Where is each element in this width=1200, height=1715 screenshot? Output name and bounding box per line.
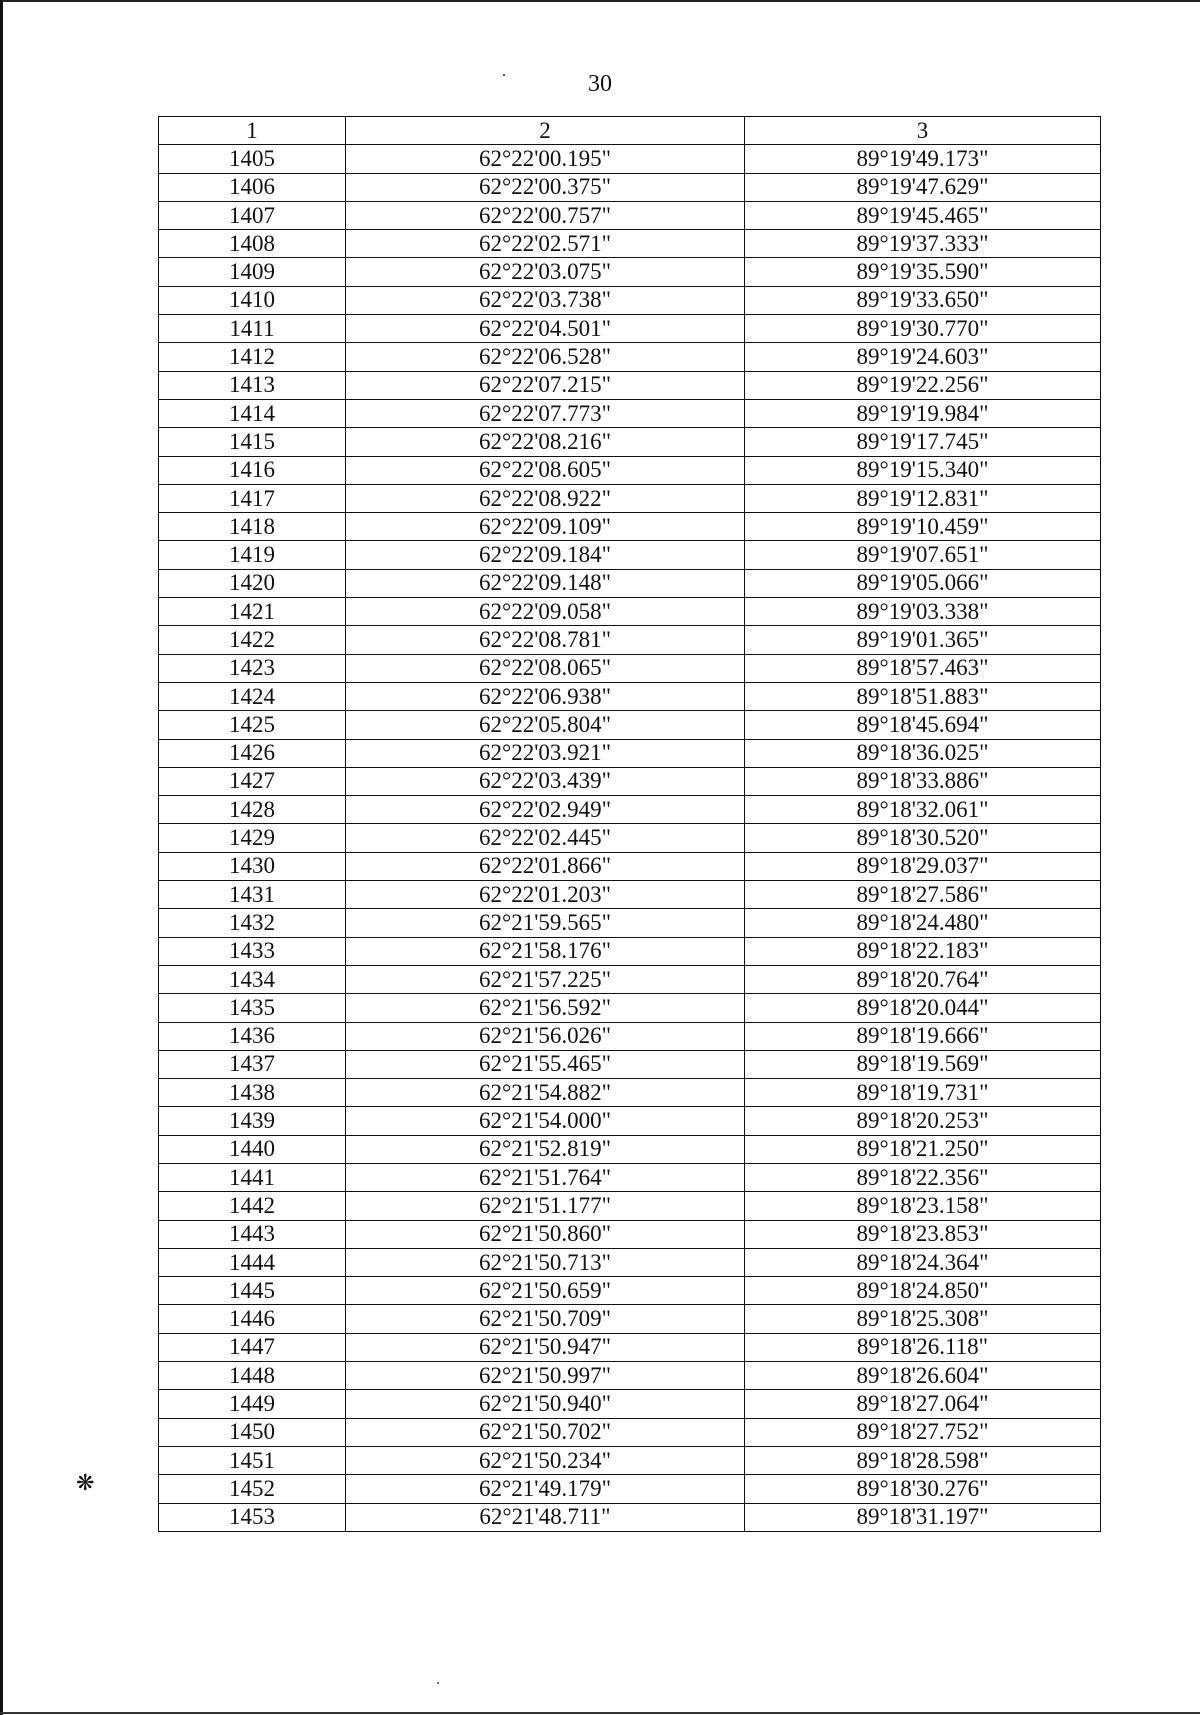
table-row: [159, 1022, 1101, 1050]
table-header-row: [159, 117, 1101, 145]
point-number-cell: 1416: [159, 456, 346, 484]
latitude-cell: 62°22'03.738": [346, 286, 745, 314]
point-number-cell: 1421: [159, 598, 346, 626]
point-number-cell: 1427: [159, 767, 346, 795]
longitude-cell: 89°19'15.340": [745, 456, 1101, 484]
longitude-cell: 89°18'57.463": [745, 654, 1101, 682]
table-row: [159, 994, 1101, 1022]
point-number-cell: 1423: [159, 654, 346, 682]
longitude-cell: 89°19'10.459": [745, 513, 1101, 541]
longitude-cell: 89°19'45.465": [745, 201, 1101, 229]
longitude-cell: 89°19'05.066": [745, 569, 1101, 597]
longitude-cell: 89°18'33.886": [745, 767, 1101, 795]
point-number-cell: 1437: [159, 1050, 346, 1078]
point-number-cell: 1447: [159, 1333, 346, 1361]
longitude-cell: 89°18'32.061": [745, 796, 1101, 824]
latitude-cell: 62°21'50.709": [346, 1305, 745, 1333]
latitude-cell: 62°22'09.058": [346, 598, 745, 626]
latitude-cell: 62°21'50.659": [346, 1277, 745, 1305]
table-row: [159, 201, 1101, 229]
table-row: [159, 654, 1101, 682]
latitude-cell: 62°22'03.075": [346, 258, 745, 286]
point-number-cell: 1435: [159, 994, 346, 1022]
point-number-cell: 1409: [159, 258, 346, 286]
table-row: [159, 767, 1101, 795]
latitude-cell: 62°21'50.702": [346, 1418, 745, 1446]
latitude-cell: 62°21'56.592": [346, 994, 745, 1022]
longitude-cell: 89°19'07.651": [745, 541, 1101, 569]
latitude-cell: 62°21'51.764": [346, 1163, 745, 1191]
table-row: [159, 1390, 1101, 1418]
latitude-cell: 62°22'00.195": [346, 145, 745, 173]
longitude-cell: 89°18'29.037": [745, 852, 1101, 880]
longitude-cell: 89°18'31.197": [745, 1503, 1101, 1531]
point-number-cell: 1432: [159, 909, 346, 937]
longitude-cell: 89°18'30.520": [745, 824, 1101, 852]
latitude-cell: 62°22'09.109": [346, 513, 745, 541]
longitude-cell: 89°18'20.253": [745, 1107, 1101, 1135]
point-number-cell: 1433: [159, 937, 346, 965]
table-row: [159, 909, 1101, 937]
scan-speck: [437, 1682, 439, 1684]
latitude-cell: 62°22'03.439": [346, 767, 745, 795]
table-row: [159, 1192, 1101, 1220]
point-number-cell: 1419: [159, 541, 346, 569]
latitude-cell: 62°22'09.148": [346, 569, 745, 597]
longitude-cell: 89°19'35.590": [745, 258, 1101, 286]
point-number-cell: 1450: [159, 1418, 346, 1446]
point-number-cell: 1426: [159, 739, 346, 767]
longitude-cell: 89°18'20.764": [745, 965, 1101, 993]
table-row: [159, 569, 1101, 597]
scan-edge-top: [0, 0, 1200, 2]
point-number-cell: 1420: [159, 569, 346, 597]
latitude-cell: 62°21'50.947": [346, 1333, 745, 1361]
table-row: [159, 1220, 1101, 1248]
longitude-cell: 89°18'21.250": [745, 1135, 1101, 1163]
longitude-cell: 89°18'27.586": [745, 881, 1101, 909]
latitude-cell: 62°21'50.713": [346, 1248, 745, 1276]
table-row: [159, 1163, 1101, 1191]
point-number-cell: 1434: [159, 965, 346, 993]
latitude-cell: 62°21'58.176": [346, 937, 745, 965]
point-number-cell: 1412: [159, 343, 346, 371]
latitude-cell: 62°21'50.997": [346, 1362, 745, 1390]
table-row: [159, 173, 1101, 201]
page-number: 30: [588, 71, 612, 97]
point-number-cell: 1425: [159, 711, 346, 739]
table-row: [159, 626, 1101, 654]
column-header-3: 3: [745, 117, 1101, 145]
latitude-cell: 62°21'50.860": [346, 1220, 745, 1248]
longitude-cell: 89°18'36.025": [745, 739, 1101, 767]
coordinates-table: [158, 116, 1101, 1532]
latitude-cell: 62°22'08.922": [346, 484, 745, 512]
longitude-cell: 89°18'20.044": [745, 994, 1101, 1022]
table-row: [159, 598, 1101, 626]
longitude-cell: 89°19'22.256": [745, 371, 1101, 399]
table-row: [159, 852, 1101, 880]
point-number-cell: 1424: [159, 682, 346, 710]
table-row: [159, 1050, 1101, 1078]
latitude-cell: 62°21'54.882": [346, 1079, 745, 1107]
table-row: [159, 824, 1101, 852]
column-header-2: 2: [346, 117, 745, 145]
latitude-cell: 62°22'09.184": [346, 541, 745, 569]
latitude-cell: 62°22'07.215": [346, 371, 745, 399]
point-number-cell: 1452: [159, 1475, 346, 1503]
longitude-cell: 89°19'24.603": [745, 343, 1101, 371]
point-number-cell: 1431: [159, 881, 346, 909]
latitude-cell: 62°22'06.938": [346, 682, 745, 710]
point-number-cell: 1449: [159, 1390, 346, 1418]
ink-blot-mark: ❋: [76, 1470, 95, 1495]
point-number-cell: 1448: [159, 1362, 346, 1390]
table-row: [159, 1107, 1101, 1135]
longitude-cell: 89°18'27.064": [745, 1390, 1101, 1418]
longitude-cell: 89°18'23.853": [745, 1220, 1101, 1248]
point-number-cell: 1439: [159, 1107, 346, 1135]
longitude-cell: 89°19'37.333": [745, 230, 1101, 258]
table-row: [159, 343, 1101, 371]
table-row: [159, 456, 1101, 484]
longitude-cell: 89°19'17.745": [745, 428, 1101, 456]
longitude-cell: 89°19'49.173": [745, 145, 1101, 173]
table-row: [159, 1277, 1101, 1305]
longitude-cell: 89°18'19.731": [745, 1079, 1101, 1107]
table-row: [159, 286, 1101, 314]
point-number-cell: 1407: [159, 201, 346, 229]
table-row: [159, 1135, 1101, 1163]
table-row: [159, 1333, 1101, 1361]
latitude-cell: 62°21'54.000": [346, 1107, 745, 1135]
latitude-cell: 62°21'49.179": [346, 1475, 745, 1503]
longitude-cell: 89°19'19.984": [745, 399, 1101, 427]
latitude-cell: 62°22'05.804": [346, 711, 745, 739]
table-row: [159, 484, 1101, 512]
latitude-cell: 62°21'48.711": [346, 1503, 745, 1531]
table-row: [159, 230, 1101, 258]
point-number-cell: 1422: [159, 626, 346, 654]
point-number-cell: 1438: [159, 1079, 346, 1107]
table-row: [159, 881, 1101, 909]
table-row: [159, 682, 1101, 710]
latitude-cell: 62°22'06.528": [346, 343, 745, 371]
latitude-cell: 62°21'56.026": [346, 1022, 745, 1050]
scan-edge-bottom: [0, 1712, 1200, 1714]
latitude-cell: 62°22'08.781": [346, 626, 745, 654]
table-row: [159, 1305, 1101, 1333]
table-row: [159, 796, 1101, 824]
longitude-cell: 89°19'03.338": [745, 598, 1101, 626]
latitude-cell: 62°22'02.571": [346, 230, 745, 258]
longitude-cell: 89°18'22.183": [745, 937, 1101, 965]
point-number-cell: 1414: [159, 399, 346, 427]
latitude-cell: 62°22'08.065": [346, 654, 745, 682]
column-header-1: 1: [159, 117, 346, 145]
table-row: [159, 1079, 1101, 1107]
longitude-cell: 89°18'19.666": [745, 1022, 1101, 1050]
point-number-cell: 1415: [159, 428, 346, 456]
point-number-cell: 1413: [159, 371, 346, 399]
point-number-cell: 1406: [159, 173, 346, 201]
point-number-cell: 1418: [159, 513, 346, 541]
longitude-cell: 89°18'24.850": [745, 1277, 1101, 1305]
latitude-cell: 62°22'08.605": [346, 456, 745, 484]
latitude-cell: 62°22'00.757": [346, 201, 745, 229]
longitude-cell: 89°18'28.598": [745, 1446, 1101, 1474]
point-number-cell: 1451: [159, 1446, 346, 1474]
point-number-cell: 1405: [159, 145, 346, 173]
longitude-cell: 89°18'26.604": [745, 1362, 1101, 1390]
latitude-cell: 62°22'02.949": [346, 796, 745, 824]
table-row: [159, 513, 1101, 541]
point-number-cell: 1417: [159, 484, 346, 512]
scan-edge-left: [0, 0, 3, 1715]
longitude-cell: 89°19'30.770": [745, 315, 1101, 343]
table-row: [159, 1362, 1101, 1390]
point-number-cell: 1408: [159, 230, 346, 258]
longitude-cell: 89°19'47.629": [745, 173, 1101, 201]
latitude-cell: 62°21'52.819": [346, 1135, 745, 1163]
longitude-cell: 89°18'22.356": [745, 1163, 1101, 1191]
table-row: [159, 1248, 1101, 1276]
point-number-cell: 1445: [159, 1277, 346, 1305]
latitude-cell: 62°22'07.773": [346, 399, 745, 427]
longitude-cell: 89°19'12.831": [745, 484, 1101, 512]
latitude-cell: 62°21'50.234": [346, 1446, 745, 1474]
point-number-cell: 1428: [159, 796, 346, 824]
table-row: [159, 541, 1101, 569]
longitude-cell: 89°18'24.364": [745, 1248, 1101, 1276]
point-number-cell: 1429: [159, 824, 346, 852]
point-number-cell: 1440: [159, 1135, 346, 1163]
longitude-cell: 89°19'01.365": [745, 626, 1101, 654]
table-row: [159, 145, 1101, 173]
longitude-cell: 89°18'24.480": [745, 909, 1101, 937]
longitude-cell: 89°18'19.569": [745, 1050, 1101, 1078]
latitude-cell: 62°21'55.465": [346, 1050, 745, 1078]
longitude-cell: 89°18'51.883": [745, 682, 1101, 710]
table-row: [159, 739, 1101, 767]
table-row: [159, 258, 1101, 286]
latitude-cell: 62°21'59.565": [346, 909, 745, 937]
table-row: [159, 1475, 1101, 1503]
table-row: [159, 399, 1101, 427]
point-number-cell: 1410: [159, 286, 346, 314]
latitude-cell: 62°22'01.203": [346, 881, 745, 909]
point-number-cell: 1446: [159, 1305, 346, 1333]
latitude-cell: 62°21'50.940": [346, 1390, 745, 1418]
latitude-cell: 62°22'01.866": [346, 852, 745, 880]
point-number-cell: 1436: [159, 1022, 346, 1050]
point-number-cell: 1444: [159, 1248, 346, 1276]
latitude-cell: 62°22'00.375": [346, 173, 745, 201]
longitude-cell: 89°18'23.158": [745, 1192, 1101, 1220]
longitude-cell: 89°18'26.118": [745, 1333, 1101, 1361]
table-row: [159, 1446, 1101, 1474]
latitude-cell: 62°22'02.445": [346, 824, 745, 852]
point-number-cell: 1430: [159, 852, 346, 880]
latitude-cell: 62°22'03.921": [346, 739, 745, 767]
longitude-cell: 89°19'33.650": [745, 286, 1101, 314]
point-number-cell: 1441: [159, 1163, 346, 1191]
latitude-cell: 62°22'08.216": [346, 428, 745, 456]
table-row: [159, 371, 1101, 399]
latitude-cell: 62°21'51.177": [346, 1192, 745, 1220]
longitude-cell: 89°18'30.276": [745, 1475, 1101, 1503]
latitude-cell: 62°22'04.501": [346, 315, 745, 343]
table-row: [159, 1503, 1101, 1531]
table-body: [159, 145, 1101, 1532]
latitude-cell: 62°21'57.225": [346, 965, 745, 993]
table-row: [159, 428, 1101, 456]
longitude-cell: 89°18'27.752": [745, 1418, 1101, 1446]
point-number-cell: 1453: [159, 1503, 346, 1531]
table-row: [159, 711, 1101, 739]
point-number-cell: 1443: [159, 1220, 346, 1248]
longitude-cell: 89°18'45.694": [745, 711, 1101, 739]
point-number-cell: 1411: [159, 315, 346, 343]
longitude-cell: 89°18'25.308": [745, 1305, 1101, 1333]
table-row: [159, 1418, 1101, 1446]
table-row: [159, 315, 1101, 343]
table-row: [159, 965, 1101, 993]
table-row: [159, 937, 1101, 965]
point-number-cell: 1442: [159, 1192, 346, 1220]
